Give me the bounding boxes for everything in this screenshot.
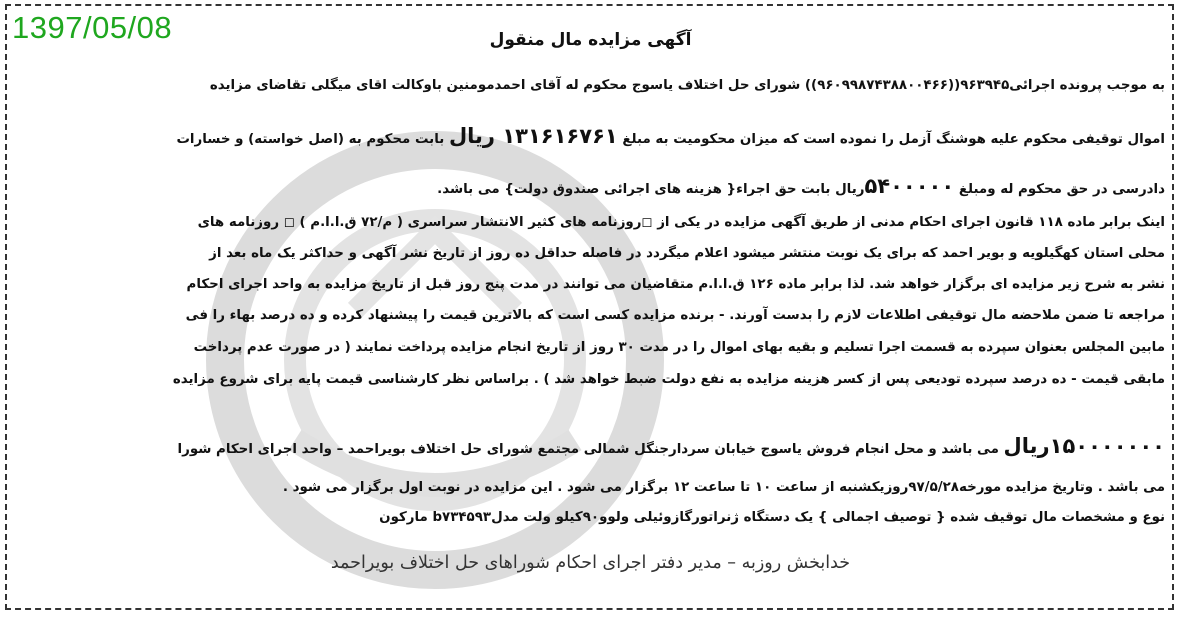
- body-line: می باشد . وتاریخ مزایده مورخه۹۷/۵/۲۸روزیکشنبه از ساعت ۱۰ تا ساعت ۱۲ برگزار می شود . این مزایده در نوبت اول برگزار می شود .: [282, 480, 1165, 495]
- body-line: دادرسی در حق محکوم له ومبلغ ۵۴۰۰۰۰۰ریال بابت حق اجراء{ هزینه های اجرائی صندوق دولت} می باشد.: [437, 174, 1165, 198]
- body-line: نوع و مشخصات مال توقیف شده { توصیف اجمالی } یک دستگاه ژنراتورگازوئیلی ولوو۹۰کیلو ولت مدلb۷۳۴۵۹۳ مارکون: [379, 510, 1165, 525]
- body-line: مابقی قیمت - ده درصد سپرده تودیعی پس از کسر هزینه مزایده به نفع دولت ضبط خواهد شد ) . براساس نظر کارشناسی قیمت پایه برای شروع مزایده: [172, 372, 1165, 387]
- base-price-amount: ۱۵۰۰۰۰۰۰۰ریال: [1003, 434, 1165, 458]
- body-line: محلی استان کهگیلویه و بویر احمد که برای یک نوبت منتشر میشود اعلام میگردد در فاصله حداقل ده روز از تاریخ نشر آگهی و حداکثر یک ماه بعد از: [209, 246, 1165, 261]
- notice-title: آگهی مزایده مال منقول: [489, 30, 692, 50]
- body-line: به موجب پرونده اجرائی۹۶۳۹۴۵((۹۶۰۹۹۸۷۴۳۸۸۰۰۴۶۶)) شورای حل اختلاف یاسوج محکوم له آقای احمدمومنین باوکالت اقای میگلی تقاضای مزایده: [209, 78, 1165, 93]
- execution-fee-amount: ۵۴۰۰۰۰۰: [864, 174, 955, 198]
- body-line: مراجعه تا ضمن ملاحضه مال توقیفی اطلاعات لازم را بدست آورند. - برنده مزایده کسی است که بالاترین قیمت را پیشنهاد کرده و ده درصد بهاء را فی: [185, 308, 1165, 323]
- signature-line: خدابخش روزبه – مدیر دفتر اجرای احکام شوراهای حل اختلاف بویراحمد: [330, 553, 851, 573]
- body-line: نشر به شرح زیر مزایده ای برگزار خواهد شد. لذا برابر ماده ۱۲۶ ق.ا.ا.م متقاضیان می توانند در مدت پنج روز قبل از تاریخ مزایده به واحد اجرای احکام: [186, 277, 1165, 292]
- body-line: اینک برابر ماده ۱۱۸ قانون اجرای احکام مدنی از طریق آگهی مزایده در یکی از ◻روزنامه های کثیر الانتشار سراسری ( م/۷۲ ق.ا.ا.م ) ◻ روزنامه های: [197, 215, 1165, 230]
- body-line: اموال توقیفی محکوم علیه هوشنگ آزمل را نموده است که میزان محکومیت به مبلغ ۱۳۱۶۱۶۷۶۱ ریال بابت محکوم به (اصل خواسته) و خسارات: [176, 124, 1165, 148]
- body-line: ۱۵۰۰۰۰۰۰۰ریال می باشد و محل انجام فروش یاسوج خیابان سردارجنگل شمالی مجتمع شورای حل اختلاف بویراحمد – واحد اجرای احکام شورا: [177, 434, 1165, 458]
- body-line: مابین المجلس بعنوان سپرده به قسمت اجرا تسلیم و بقیه بهای اموال را در مدت ۳۰ روز از تاریخ انجام مزایده پرداخت نمایند ( در صورت عدم پرداخت: [193, 340, 1165, 355]
- judgment-amount: ۱۳۱۶۱۶۷۶۱ ریال: [448, 124, 618, 148]
- date-stamp: 1397/05/08: [12, 10, 173, 45]
